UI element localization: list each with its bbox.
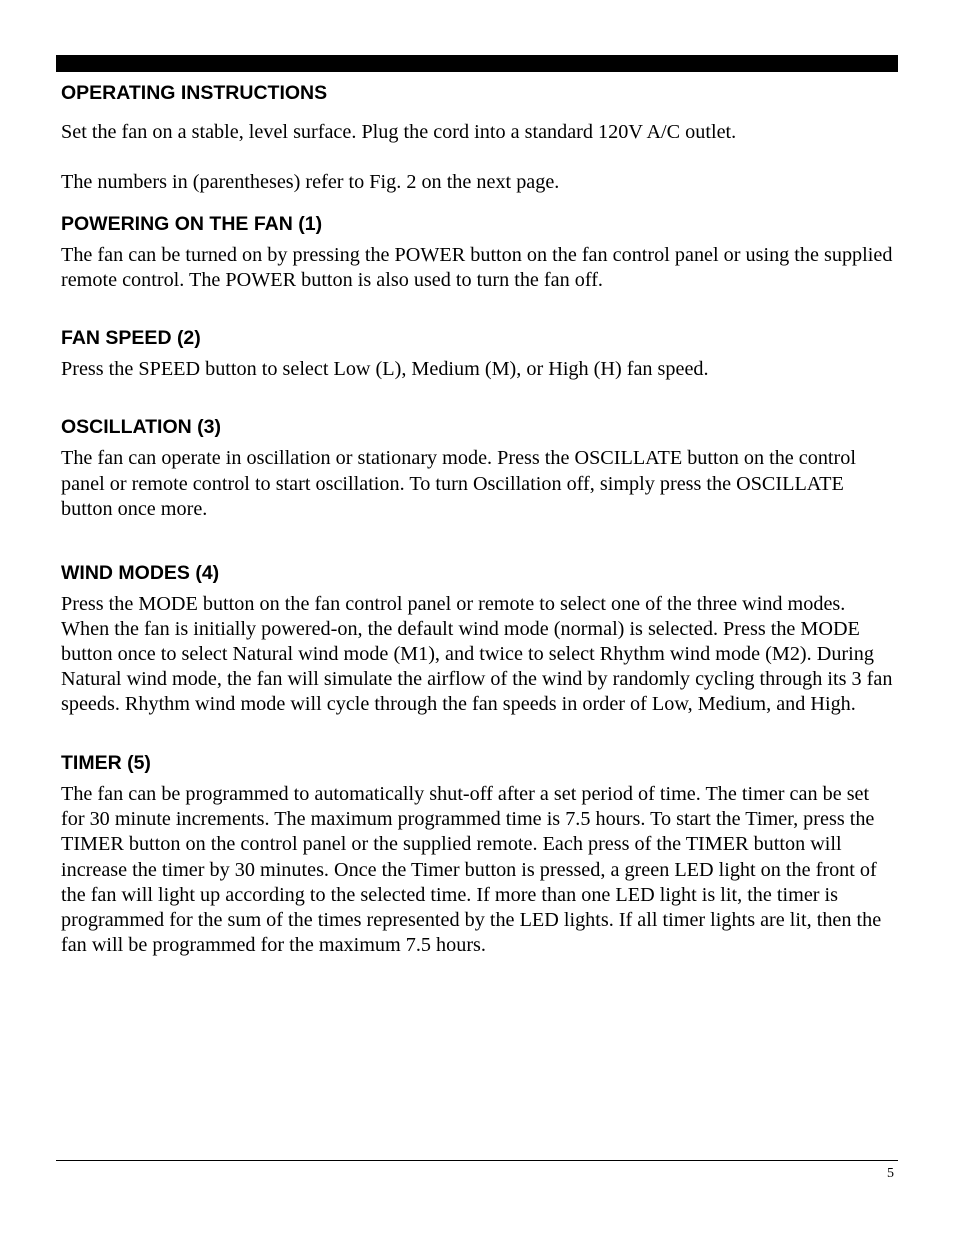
oscillation-heading: OSCILLATION (3) [61, 416, 221, 439]
wind-modes-paragraph: Press the MODE button on the fan control panel or remote to select one of the three wind modes. When the fan is initially powered-on, the default wind mode (normal) is selected. Press the MODE button once to select Natural wind mode (M1), and twice to select Rhythm wind mode (M2). During Natural wind mode, the fan will simulate the airflow of the wind by randomly cycling through its 3 fan speeds. Rhythm wind mode will cycle through the fan speeds in order of Low, Medium, and High. [61, 592, 893, 716]
setup-paragraph: Set the fan on a stable, level surface. Plug the cord into a standard 120V A/C outlet. [61, 121, 737, 143]
document-body [61, 78, 897, 958]
timer-heading: TIMER (5) [61, 752, 151, 775]
operating-instructions-heading: OPERATING INSTRUCTIONS [61, 82, 328, 104]
fan-speed-heading: FAN SPEED (2) [61, 327, 201, 350]
oscillation-paragraph: The fan can operate in oscillation or stationary mode. Press the OSCILLATE button on the control panel or remote control to start oscillation. To turn Oscillation off, simply press the OSCILLATE button once more. [61, 447, 856, 520]
header-bar [56, 55, 898, 72]
timer-paragraph: The fan can be programmed to automatically shut-off after a set period of time. The timer can be set for 30 minute increments. The maximum programmed time is 7.5 hours. To start the Timer, press the TIMER button on the control panel or the supplied remote. Each press of the TIMER button will increase the timer by 30 minutes. Once the Timer button is pressed, a green LED light on the front of the fan will light up according to the selected time. If more than one LED light is lit, the timer is programmed for the sum of the times represented by the LED lights. If all timer lights are lit, then the fan will be programmed for the maximum 7.5 hours. [61, 783, 882, 956]
powering-on-paragraph: The fan can be turned on by pressing the POWER button on the fan control panel or using the supplied remote control. The POWER button is also used to turn the fan off. [61, 244, 893, 292]
page-number: 5 [887, 1166, 894, 1181]
wind-modes-heading: WIND MODES (4) [61, 561, 220, 584]
footer-rule [56, 1160, 898, 1161]
figure-reference-paragraph: The numbers in (parentheses) refer to Fig. 2 on the next page. [61, 171, 560, 194]
fan-speed-paragraph: Press the SPEED button to select Low (L), Medium (M), or High (H) fan speed. [61, 358, 709, 381]
powering-on-heading: POWERING ON THE FAN (1) [61, 213, 323, 236]
